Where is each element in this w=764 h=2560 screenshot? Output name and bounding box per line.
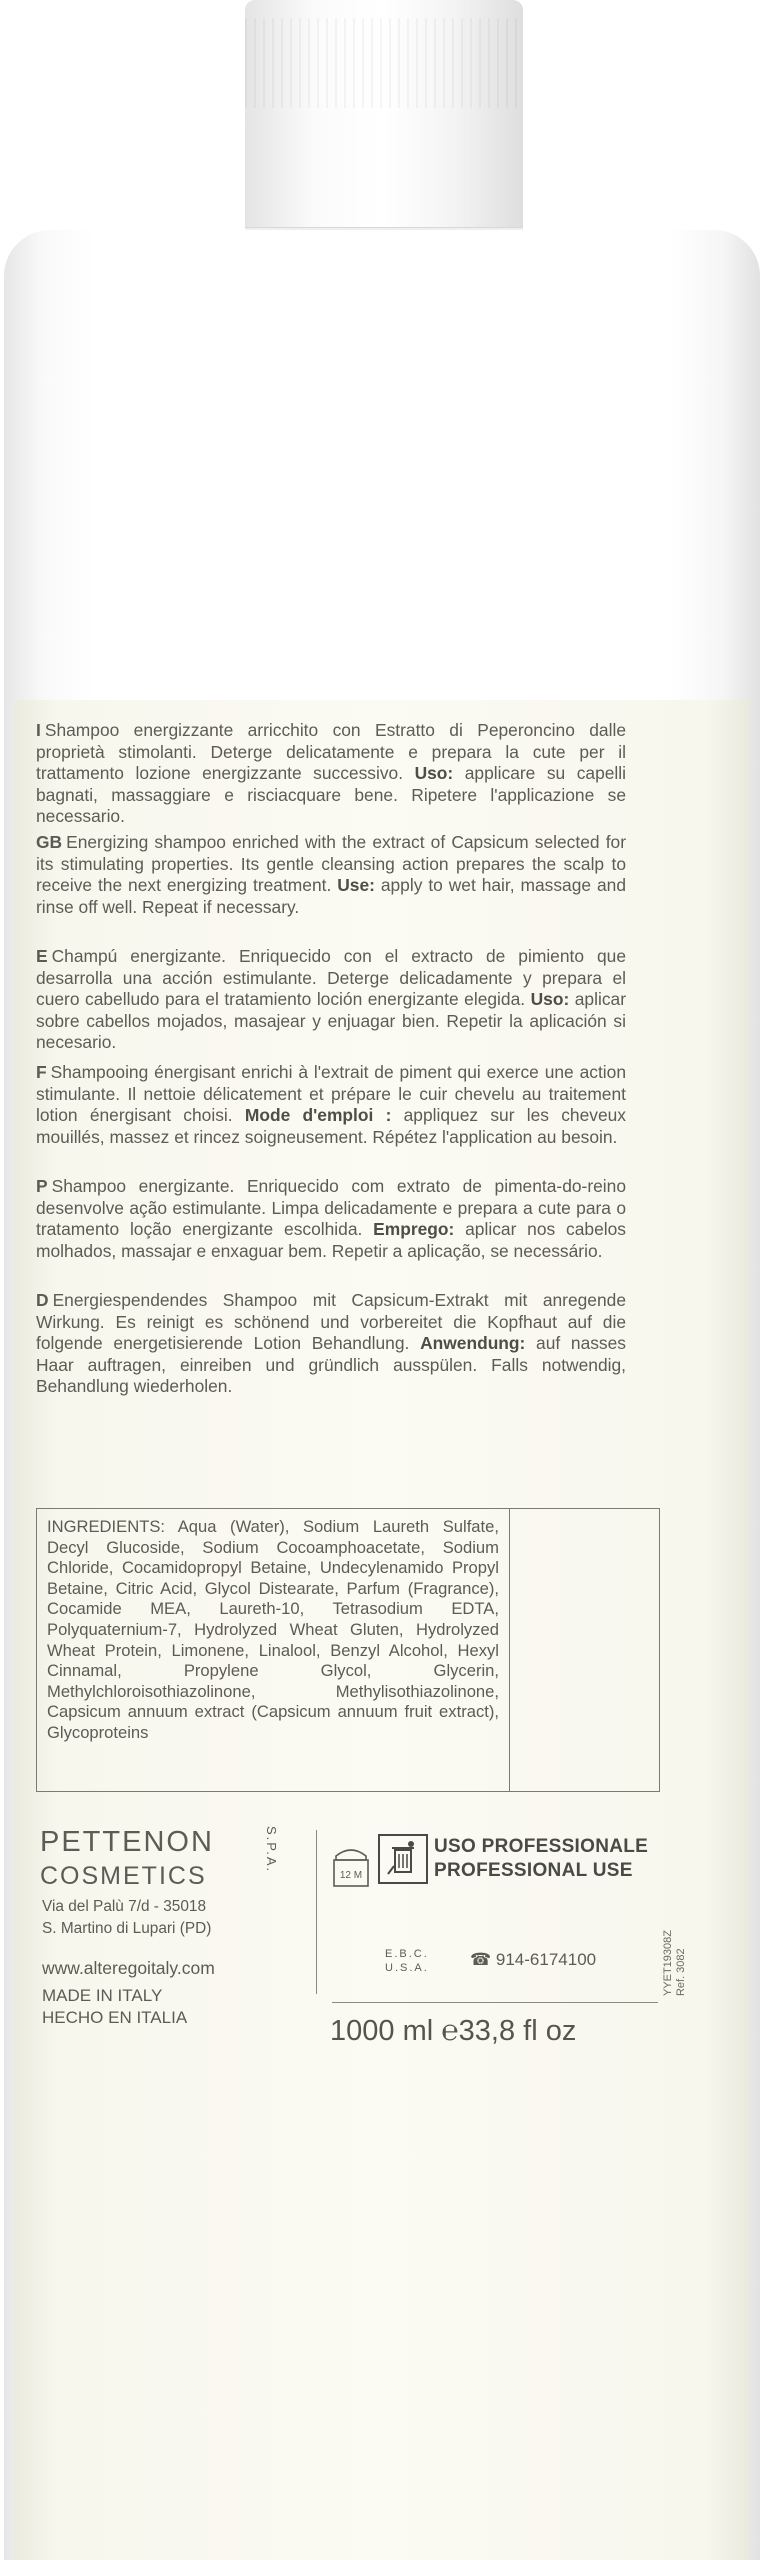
phone-number: ☎ 914-6174100 xyxy=(470,1950,597,1969)
section-spanish xyxy=(36,946,626,1054)
volume-floz: 33,8 fl oz xyxy=(458,2015,577,2047)
section-lead: F xyxy=(36,1062,47,1082)
ingredients-divider xyxy=(509,1509,510,1791)
website: www.alteregoitaly.com xyxy=(42,1958,215,1978)
recycle-bin-icon xyxy=(378,1834,428,1884)
professional-use-it: USO PROFESSIONALE xyxy=(434,1836,649,1857)
made-in-italy: MADE IN ITALY xyxy=(42,1986,163,2005)
use-label: Mode d'emploi : xyxy=(244,1105,392,1125)
ingredients-box xyxy=(36,1508,660,1792)
brand-logo-name: PETTENON xyxy=(40,1826,214,1858)
e-mark-icon: ℮ xyxy=(441,2015,459,2047)
hecho-en-italia: HECHO EN ITALIA xyxy=(42,2008,188,2027)
pao-jar-icon xyxy=(330,1840,372,1892)
section-lead: I xyxy=(36,720,41,740)
section-text: Energizing shampoo enriched with the extract of Capsicum selected for its stimulating properties. Its gentle cleansing action prepares the scalp to receive the next energizing treatment. xyxy=(36,832,626,895)
section-lead: P xyxy=(36,1176,48,1196)
section-lead: D xyxy=(36,1290,49,1310)
professional-use-en: PROFESSIONAL USE xyxy=(434,1860,633,1881)
batch-code: YYET19308Z xyxy=(662,1930,674,1997)
section-text: Shampoo energizzante arricchito con Estratto di Peperoncino dalle proprietà stimolanti. Deterge delicatamente e prepara la cute per il trattamento lozione energizzante successivo. xyxy=(36,720,626,783)
ebc-line-1: E.B.C. xyxy=(385,1948,429,1960)
section-text: Champú energizante. Enriquecido con el extracto de pimiento que desarrolla una acción estimulante. Deterge delicadamente y prepara el cuero cabelludo para el tratamiento loción energizante elegida. xyxy=(36,946,626,1009)
use-text: apply to wet hair, massage and rinse off well. Repeat if necessary. xyxy=(36,875,626,917)
bottle-cap xyxy=(245,0,523,250)
use-label: Use: xyxy=(337,875,375,895)
address-line-1: Via del Palù 7/d - 35018 xyxy=(42,1898,207,1915)
use-label: Anwendung: xyxy=(420,1333,526,1353)
section-english xyxy=(36,832,626,918)
use-text: applicare su capelli bagnati, massaggiare e risciacquare bene. Ripetere l'applicazione se necessario. xyxy=(36,763,626,826)
address-line-2: S. Martino di Lupari (PD) xyxy=(42,1920,212,1937)
ebc-line-2: U.S.A. xyxy=(385,1962,429,1974)
section-text: Energiespendendes Shampoo mit Capsicum-Extrakt mit anregende Wirkung. Es reinigt es schönend und vorbereitet die Kopfhaut auf die folgende energetisierende Lotion Behandlung. xyxy=(36,1290,626,1353)
ref-number: Ref. 3082 xyxy=(675,1948,687,1997)
section-portuguese xyxy=(36,1176,626,1262)
reference-codes xyxy=(662,1930,688,1996)
cap-ridges xyxy=(245,18,523,108)
section-text: Shampooing énergisant enrichi à l'extrait de piment qui exerce une action stimulante. Il nettoie délicatement et prépare le cuir chevelu au traitement lotion énergisant choisi. xyxy=(36,1062,626,1125)
footer-divider xyxy=(316,1830,317,1994)
ingredients-text: INGREDIENTS: Aqua (Water), Sodium Laureth Sulfate, Decyl Glucoside, Sodium Cocoamphoacetate, Sodium Chloride, Cocamidopropyl Betaine, Undecylenamido Propyl Betaine, Citric Acid, Glycol Distearate, Parfum (Fragrance), Cocamide MEA, Laureth-10, Tetrasodium EDTA, Polyquaternium-7, Hydrolyzed Wheat Gluten, Hydrolyzed Wheat Protein, Limonene, Linalool, Benzyl Alcohol, Hexyl Cinnamal, Propylene Glycol, Glycerin, Methylchloroisothiazolinone, Methylisothiazolinone, Capsicum annuum extract (Capsicum annuum fruit extract), Glycoproteins xyxy=(47,1517,499,1742)
section-german xyxy=(36,1290,626,1398)
use-text: aplicar sobre cabellos mojados, masajear y enjuagar bien. Repetir la aplicación si necesario. xyxy=(36,989,626,1052)
use-label: Uso: xyxy=(530,989,570,1009)
volume-line xyxy=(330,2015,576,2048)
use-text: auf nasses Haar auftragen, einreiben und gründlich ausspülen. Falls notwendig, Behandlung wiederholen. xyxy=(36,1333,626,1396)
volume-ml: 1000 ml xyxy=(330,2015,434,2047)
use-label: Emprego: xyxy=(373,1219,455,1239)
section-italian xyxy=(36,720,626,828)
section-lead: GB xyxy=(36,832,63,852)
use-text: aplicar nos cabelos molhados, massajar e enxaguar bem. Repetir a aplicação, se necessário. xyxy=(36,1219,626,1261)
use-label: Uso: xyxy=(414,763,454,783)
section-french xyxy=(36,1062,626,1148)
use-text: appliquez sur les cheveux mouillés, massez et rincez soigneusement. Répétez l'application au besoin. xyxy=(36,1105,626,1147)
section-lead: E xyxy=(36,946,48,966)
brand-spa: S.P.A. xyxy=(264,1826,279,1874)
brand-logo-sub: COSMETICS xyxy=(40,1862,207,1890)
pao-label: 12 M xyxy=(339,1870,363,1881)
volume-divider xyxy=(332,2002,658,2003)
section-text: Shampoo energizante. Enriquecido com extrato de pimenta-do-reino desenvolve ação estimulante. Limpa delicadamente e prepara a cute para o tratamento loção energizante escolhida. xyxy=(36,1176,626,1239)
